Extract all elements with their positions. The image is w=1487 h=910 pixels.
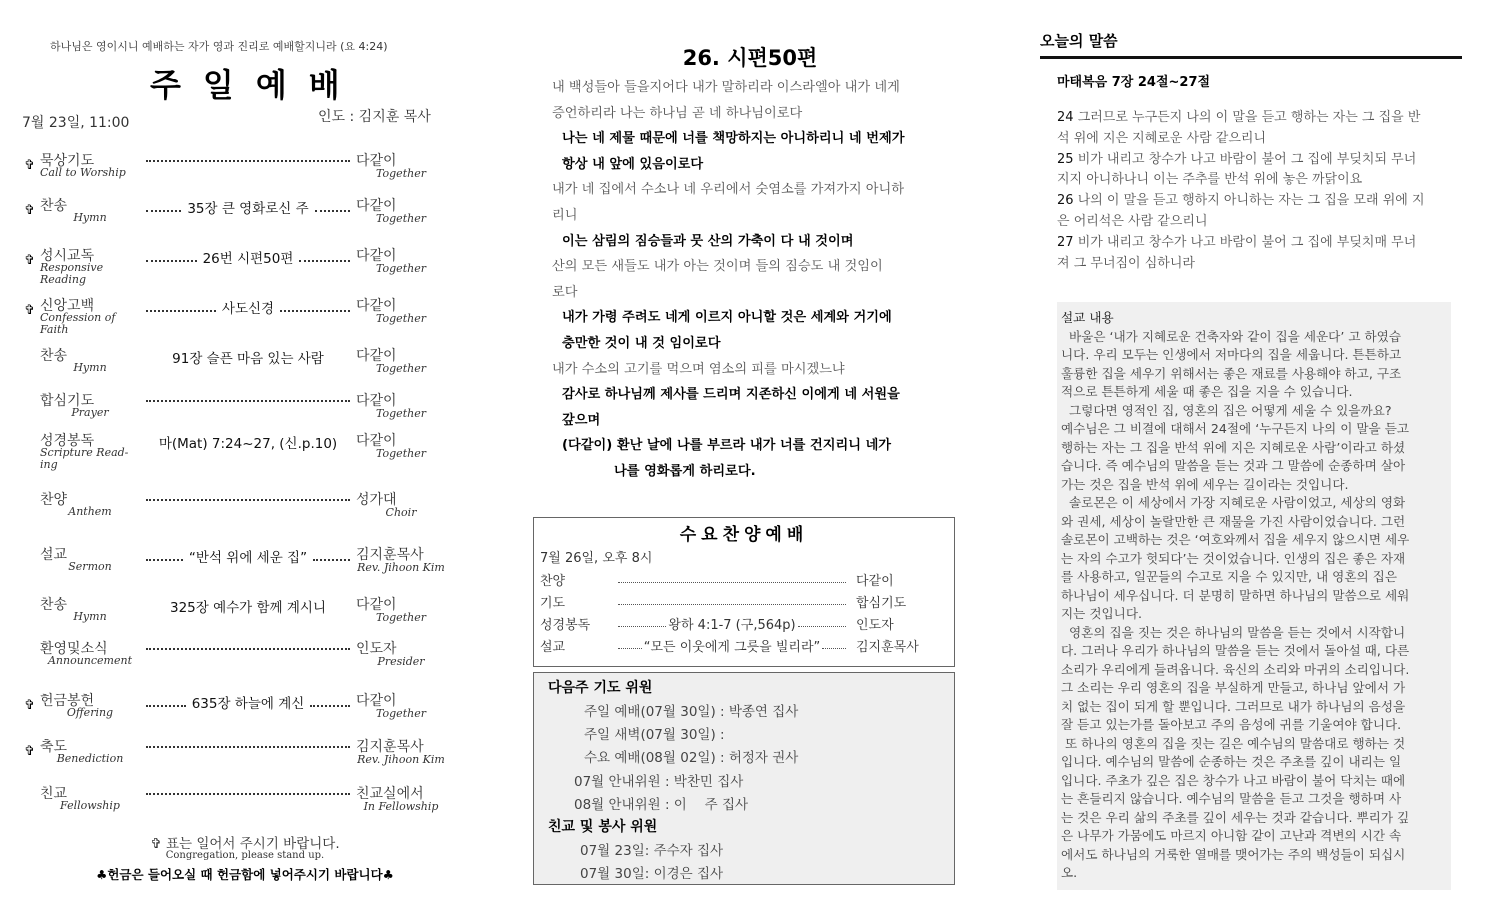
verse-number: 27 bbox=[1057, 234, 1074, 250]
item-leader: 합심기도 bbox=[856, 595, 907, 611]
service-leader: 인도 : 김지훈 목사 bbox=[318, 109, 431, 125]
duty-box bbox=[533, 672, 955, 885]
congregation-line: 충만한 것이 내 것 임이로다 bbox=[562, 335, 721, 351]
item-label-en: Benediction bbox=[56, 752, 124, 765]
worship-item bbox=[24, 736, 464, 776]
cross-icon: ✞ bbox=[24, 253, 35, 268]
worship-item bbox=[24, 430, 464, 470]
worship-item bbox=[24, 594, 464, 634]
item-detail bbox=[144, 692, 352, 712]
dot-leader bbox=[146, 738, 350, 748]
item-label-en: Prayer bbox=[71, 406, 109, 419]
item-leader: 다같이 bbox=[356, 298, 397, 314]
item-text: 26번 시편50편 bbox=[202, 251, 294, 267]
item-detail bbox=[144, 640, 352, 650]
item-detail bbox=[616, 614, 848, 633]
wednesday-item bbox=[540, 612, 948, 634]
scripture-reference: 마태복음 7장 24절~27절 bbox=[1057, 75, 1211, 90]
dot-leader bbox=[618, 597, 846, 605]
sermon-line: 가는 것은 집을 반석 위에 세우는 길이라는 것입니다. bbox=[1061, 476, 1349, 492]
offering-note: ♣헌금은 들어오실 때 헌금함에 넣어주시기 바랍니다♣ bbox=[96, 867, 394, 882]
sermon-line: 입니다. 예수님의 말씀에 순종하는 것은 주초를 깊이 내리는 일 bbox=[1061, 754, 1402, 769]
congregation-line: 내가 가령 주려도 네게 이르지 아니할 것은 세계와 거기에 bbox=[562, 310, 892, 326]
item-label: 기도 bbox=[540, 595, 566, 611]
item-label-en: Call to Worship bbox=[40, 166, 126, 179]
sermon-line: 훌륭한 집을 세우기 위해서는 좋은 재료를 사용해야 하고, 구조 bbox=[1061, 365, 1402, 381]
item-detail bbox=[144, 785, 352, 795]
item-leader-en: Together bbox=[376, 312, 426, 325]
item-label: 성경봉독 bbox=[540, 617, 591, 633]
wednesday-service-box bbox=[533, 517, 955, 667]
cross-icon: ✞ bbox=[24, 158, 35, 173]
item-leader: 다같이 bbox=[356, 153, 397, 169]
cross-icon: ✞ bbox=[24, 203, 35, 218]
item-leader: 다같이 bbox=[356, 248, 397, 264]
cross-icon: ✞ bbox=[24, 698, 35, 713]
dot-leader bbox=[299, 252, 350, 262]
sermon-line: 는 것은 우리 삶의 주초를 깊이 세우는 것과 같습니다. 뿌리가 깊 bbox=[1061, 809, 1410, 825]
item-leader-en: Rev. Jihoon Kim bbox=[357, 561, 445, 574]
cross-icon: ✞ bbox=[24, 744, 35, 759]
item-detail bbox=[144, 197, 352, 217]
item-label-en: Responsive Reading bbox=[40, 261, 104, 286]
sermon-line: 또 하나의 영혼의 집을 짓는 길은 예수님의 말씀대로 행하는 것 bbox=[1061, 735, 1406, 751]
item-label: 환영및소식 bbox=[40, 641, 108, 657]
item-label: 성경봉독 bbox=[40, 433, 95, 449]
item-leader-en: Together bbox=[376, 262, 426, 275]
sermon-summary-box bbox=[1057, 302, 1451, 890]
verse-line bbox=[1057, 231, 1457, 252]
item-leader-en: Together bbox=[376, 212, 426, 225]
prayer-committee-title: 다음주 기도 위원 bbox=[548, 680, 653, 696]
sermon-line: 는 흔들리지 않습니다. 예수님의 말씀을 듣고 그것을 행하며 사 bbox=[1061, 791, 1402, 806]
verse-text: 비가 내리고 창수가 나고 바람이 불어 그 집에 부딪치되 무너 bbox=[1077, 151, 1417, 167]
item-label: 찬송 bbox=[40, 348, 68, 364]
sermon-line: 니다. 우리 모두는 인생에서 저마다의 집을 세웁니다. 튼튼하고 bbox=[1061, 347, 1402, 362]
today-word-title: 오늘의 말씀 bbox=[1040, 32, 1118, 50]
item-leader: 김지훈목사 bbox=[356, 739, 424, 755]
fellowship-item: 07월 30일: 이경은 집사 bbox=[580, 866, 724, 883]
worship-item bbox=[24, 544, 464, 584]
sermon-line: 행하는 자는 그 집을 반석 위에 지은 지혜로운 사람’이라고 하셨 bbox=[1061, 439, 1406, 455]
sermon-line: 다. 그러나 우리가 하나님의 말씀을 듣는 것에서 돌아설 때, 다른 bbox=[1061, 643, 1410, 658]
worship-item bbox=[24, 295, 464, 335]
wednesday-item bbox=[540, 590, 948, 612]
sermon-line: 치 없는 집이 되게 할 뿐입니다. 그러므로 내가 하나님의 음성을 bbox=[1061, 698, 1406, 714]
item-detail bbox=[144, 491, 352, 501]
worship-item bbox=[24, 783, 464, 823]
verse-line bbox=[1057, 189, 1457, 210]
psalm-title: 26. 시편50편 bbox=[682, 46, 818, 70]
cross-icon: ✞ bbox=[24, 303, 35, 318]
item-label: 설교 bbox=[540, 639, 566, 655]
item-detail bbox=[144, 546, 352, 566]
sermon-line: 예수님은 그 비결에 대해서 24절에 ‘누구든지 나의 이 말을 듣고 bbox=[1061, 421, 1410, 436]
header-verse: 하나님은 영이시니 예배하는 자가 영과 진리로 예배할지니라 (요 4:24) bbox=[50, 40, 388, 53]
item-leader: 다같이 bbox=[356, 348, 397, 364]
dot-leader bbox=[822, 641, 846, 649]
sermon-line: 는 자의 수고가 헛되다’는 것이었습니다. 인생의 집은 좋은 자재 bbox=[1061, 550, 1406, 566]
item-leader-en: Choir bbox=[385, 506, 417, 519]
dot-leader bbox=[146, 551, 183, 561]
item-label: 찬양 bbox=[40, 492, 68, 508]
prayer-item: 수요 예배(08월 02일) : 허정자 권사 bbox=[584, 750, 799, 767]
item-text: 91장 슬픈 마음 있는 사람 bbox=[172, 351, 324, 367]
verse-text: 비가 내리고 창수가 나고 바람이 불어 그 집에 부딪치매 무너 bbox=[1077, 234, 1417, 250]
verse-number: 25 bbox=[1057, 151, 1074, 167]
item-label-en: Hymn bbox=[73, 361, 107, 374]
item-detail bbox=[616, 636, 848, 655]
dot-leader bbox=[146, 697, 186, 707]
responsive-reading bbox=[552, 78, 957, 488]
item-leader-en: Together bbox=[376, 611, 426, 624]
sermon-line: 하나님이 세우십니다. 더 분명히 말하면 하나님의 말씀으로 세워 bbox=[1061, 587, 1410, 603]
item-label: 축도 bbox=[40, 739, 68, 755]
item-detail bbox=[144, 297, 352, 317]
wednesday-title: 수요찬양예배 bbox=[679, 525, 809, 545]
verse-text: 그러므로 누구든지 나의 이 말을 듣고 행하는 자는 그 집을 반 bbox=[1077, 110, 1421, 125]
item-detail bbox=[144, 347, 352, 367]
leader-line: 리니 bbox=[552, 207, 578, 223]
item-leader: 다같이 bbox=[356, 433, 397, 449]
item-leader-en: Together bbox=[376, 447, 426, 460]
item-detail bbox=[144, 596, 352, 616]
stand-note-en: Congregation, please stand up. bbox=[165, 850, 325, 861]
item-leader-en: Together bbox=[376, 167, 426, 180]
item-label-en: Offering bbox=[66, 706, 114, 719]
item-text: 325장 예수가 함께 계시니 bbox=[169, 600, 326, 616]
sermon-line: 영혼의 집을 짓는 것은 하나님의 말씀을 듣는 것에서 시작합니 bbox=[1061, 624, 1406, 640]
sermon-line: 잘 듣고 있는가를 돌아보고 주의 음성에 귀를 기울여야 합니다. bbox=[1061, 717, 1402, 732]
dot-leader bbox=[146, 785, 350, 795]
item-leader: 김지훈목사 bbox=[856, 639, 919, 655]
item-detail bbox=[144, 152, 352, 162]
sermon-line: 입니다. 주초가 깊은 집은 창수가 나고 바람이 불어 닥치는 때에 bbox=[1061, 772, 1406, 788]
item-leader: 다같이 bbox=[856, 573, 894, 589]
item-detail bbox=[144, 247, 352, 267]
dot-leader bbox=[146, 152, 350, 162]
congregation-line: 나를 영화롭게 하리로다. bbox=[614, 463, 756, 479]
item-leader: 성가대 bbox=[356, 492, 397, 508]
dot-leader bbox=[146, 252, 197, 262]
sermon-line: 솔로몬은 이 세상에서 가장 지혜로운 사람이었고, 세상의 영화 bbox=[1061, 495, 1406, 510]
worship-item bbox=[24, 345, 464, 385]
leader-line: 증언하리라 나는 하나님 곧 네 하나님이로다 bbox=[552, 105, 803, 121]
leader-line: 내 백성들아 들을지어다 내가 말하리라 이스라엘아 내가 네게 bbox=[552, 80, 900, 95]
leader-line: 로다 bbox=[552, 284, 578, 300]
item-leader: 다같이 bbox=[356, 198, 397, 214]
dot-leader bbox=[618, 619, 666, 627]
congregation-line: 감사로 하나님께 제사를 드리며 지존하신 이에게 네 서원을 bbox=[562, 387, 900, 403]
divider bbox=[1040, 56, 1462, 59]
worship-item bbox=[24, 150, 464, 190]
verse-text: 지지 아니하나니 이는 주추를 반석 위에 놓은 까닭이요 bbox=[1057, 172, 1363, 188]
sermon-line: 은 나무가 가뭄에도 마르지 아니함 같이 고난과 격변의 시간 속 bbox=[1061, 828, 1402, 843]
dot-leader bbox=[618, 575, 846, 583]
item-leader: 인도자 bbox=[356, 641, 397, 657]
stand-note: ✞ 표는 일어서 주시기 바랍니다. bbox=[150, 836, 340, 852]
sermon-line: 를 사용하고, 일꾼들의 수고로 지을 수 있지만, 내 영혼의 집은 bbox=[1061, 569, 1398, 584]
item-label: 친교 bbox=[40, 786, 68, 802]
item-leader: 다같이 bbox=[356, 693, 397, 709]
sermon-line: 그렇다면 영적인 집, 영혼의 집은 어떻게 세울 수 있을까요? bbox=[1061, 402, 1392, 418]
worship-item bbox=[24, 390, 464, 430]
usher-item: 08월 안내위원 : 이 주 집사 bbox=[574, 796, 749, 813]
worship-item bbox=[24, 245, 464, 285]
sermon-line: 와 권세, 세상이 놀랄만한 큰 재물을 가진 사람이었습니다. 그런 bbox=[1061, 513, 1406, 529]
item-leader: 친교실에서 bbox=[356, 786, 424, 802]
item-detail bbox=[616, 575, 848, 583]
item-label-en: Scripture Read-ing bbox=[40, 446, 129, 471]
item-text: 사도신경 bbox=[221, 301, 275, 317]
item-text: “반석 위에 세운 집” bbox=[188, 550, 308, 566]
dot-leader bbox=[146, 491, 350, 501]
verse-number: 24 bbox=[1057, 110, 1074, 125]
verse-line bbox=[1057, 148, 1457, 169]
item-label-en: Confession of Faith bbox=[40, 311, 116, 336]
verse-line bbox=[1057, 210, 1457, 231]
worship-item bbox=[24, 690, 464, 730]
verse-text: 석 위에 지은 지혜로운 사람 같으리니 bbox=[1057, 130, 1267, 146]
item-leader-en: Rev. Jihoon Kim bbox=[357, 753, 445, 766]
item-leader-en: Together bbox=[376, 407, 426, 420]
leader-line: 내가 네 집에서 수소나 네 우리에서 숫염소를 가져가지 아니하 bbox=[552, 182, 905, 198]
prayer-item: 주일 예배(07월 30일) : 박종연 집사 bbox=[584, 704, 799, 720]
item-leader: 김지훈목사 bbox=[356, 547, 424, 563]
item-label-en: Fellowship bbox=[60, 799, 120, 812]
dot-leader bbox=[310, 697, 350, 707]
item-detail bbox=[616, 597, 848, 605]
wednesday-date: 7월 26일, 오후 8시 bbox=[540, 551, 653, 566]
sermon-line: 솔로몬이 고백하는 것은 ‘여호와께서 집을 세우지 않으시면 세우 bbox=[1061, 532, 1410, 547]
prayer-item: 주일 새벽(07월 30일) : bbox=[584, 727, 725, 744]
item-leader: 다같이 bbox=[356, 393, 397, 409]
sermon-line: 바울은 ‘내가 지혜로운 건축자와 같이 집을 세운다’ 고 하였습 bbox=[1061, 328, 1402, 344]
item-detail bbox=[144, 432, 352, 452]
dot-leader bbox=[315, 202, 350, 212]
item-label: 찬송 bbox=[40, 597, 68, 613]
item-leader: 인도자 bbox=[856, 617, 894, 633]
item-detail bbox=[144, 392, 352, 402]
item-text: 왕하 4:1-7 (구,564p) bbox=[668, 617, 796, 633]
dot-leader bbox=[146, 302, 216, 312]
item-leader-en: Together bbox=[376, 707, 426, 720]
congregation-line: 이는 삼림의 짐승들과 뭇 산의 가축이 다 내 것이며 bbox=[562, 233, 854, 249]
item-text: “모든 이웃에게 그릇을 빌리라” bbox=[643, 639, 821, 655]
item-detail bbox=[144, 738, 352, 748]
verse-number: 26 bbox=[1057, 193, 1074, 209]
sermon-line: 소리가 우리에게 들려옵니다. 육신의 소리와 마귀의 소리입니다. bbox=[1061, 661, 1410, 677]
sermon-line: 습니다. 즉 예수님의 말씀을 듣는 것과 그 말씀에 순종하며 살아 bbox=[1061, 458, 1406, 473]
item-leader-en: Presider bbox=[377, 655, 425, 668]
item-label: 묵상기도 bbox=[40, 153, 95, 169]
service-date: 7월 23일, 11:00 bbox=[22, 115, 130, 131]
sermon-line: 그 소리는 우리 영혼의 집을 부실하게 만들고, 하나님 앞에서 가 bbox=[1061, 680, 1406, 695]
item-label: 신앙고백 bbox=[40, 298, 95, 314]
item-label-en: Anthem bbox=[68, 505, 112, 518]
congregation-line: 갚으며 bbox=[562, 412, 601, 428]
dot-leader bbox=[280, 302, 350, 312]
item-label: 합심기도 bbox=[40, 393, 95, 409]
verse-line bbox=[1057, 106, 1457, 127]
verse-text: 나의 이 말을 듣고 행하지 아니하는 자는 그 집을 모래 위에 지 bbox=[1077, 193, 1425, 209]
wednesday-item bbox=[540, 634, 948, 656]
congregation-line: 항상 내 앞에 있음이로다 bbox=[562, 156, 704, 172]
sermon-summary-title: 설교 내용 bbox=[1061, 310, 1114, 325]
worship-item bbox=[24, 638, 464, 678]
item-label: 찬양 bbox=[540, 573, 566, 589]
item-label: 성시교독 bbox=[40, 248, 95, 264]
item-label: 찬송 bbox=[40, 198, 68, 214]
verse-line bbox=[1057, 168, 1457, 189]
sermon-line: 오. bbox=[1061, 865, 1078, 880]
item-label-en: Hymn bbox=[73, 211, 107, 224]
item-leader-en: In Fellowship bbox=[363, 800, 439, 813]
item-leader: 다같이 bbox=[356, 597, 397, 613]
item-label: 헌금봉헌 bbox=[40, 693, 95, 709]
usher-item: 07월 안내위원 : 박찬민 집사 bbox=[574, 773, 744, 790]
item-label-en: Sermon bbox=[68, 560, 112, 573]
leader-line: 내가 수소의 고기를 먹으며 염소의 피를 마시겠느냐 bbox=[552, 361, 845, 377]
item-label: 설교 bbox=[40, 547, 68, 563]
congregation-line: 나는 네 제물 때문에 너를 책망하지는 아니하리니 네 번제가 bbox=[562, 131, 905, 147]
verse-text: 은 어리석은 사람 같으리니 bbox=[1057, 213, 1208, 229]
page-title: 주일예배 bbox=[150, 66, 362, 104]
scripture-text bbox=[1057, 106, 1457, 272]
verse-text: 져 그 무너짐이 심하니라 bbox=[1057, 255, 1195, 271]
fellowship-committee-title: 친교 및 봉사 위원 bbox=[548, 818, 658, 835]
fellowship-item: 07월 23일: 주수자 집사 bbox=[580, 842, 724, 859]
item-text: 35장 큰 영화로신 주 bbox=[187, 201, 309, 217]
sermon-line: 지는 것입니다. bbox=[1061, 606, 1142, 621]
sermon-line: 적으로 튼튼하게 세울 때 좋은 집을 지을 수 있습니다. bbox=[1061, 384, 1353, 399]
item-leader-en: Together bbox=[376, 362, 426, 375]
verse-line bbox=[1057, 252, 1457, 273]
leader-line: 산의 모든 새들도 내가 아는 것이며 들의 짐승도 내 것임이 bbox=[552, 259, 883, 275]
dot-leader bbox=[618, 641, 642, 649]
dot-leader bbox=[146, 202, 181, 212]
item-text: 마(Mat) 7:24~27, (신.p.10) bbox=[158, 436, 338, 452]
sermon-line: 에서도 하나님의 거룩한 열매를 맺어가는 주의 백성들이 되십시 bbox=[1061, 846, 1406, 862]
worship-item bbox=[24, 489, 464, 529]
dot-leader bbox=[313, 551, 350, 561]
dot-leader bbox=[146, 392, 350, 402]
dot-leader bbox=[146, 640, 350, 650]
dot-leader bbox=[798, 619, 846, 627]
verse-line bbox=[1057, 127, 1457, 148]
congregation-line: (다같이) 환난 날에 나를 부르라 내가 너를 건지리니 네가 bbox=[562, 438, 892, 454]
item-label-en: Hymn bbox=[73, 610, 107, 623]
wednesday-item bbox=[540, 568, 948, 590]
item-label-en: Announcement bbox=[47, 654, 133, 667]
worship-item bbox=[24, 195, 464, 235]
item-text: 635장 하늘에 계신 bbox=[191, 696, 305, 712]
